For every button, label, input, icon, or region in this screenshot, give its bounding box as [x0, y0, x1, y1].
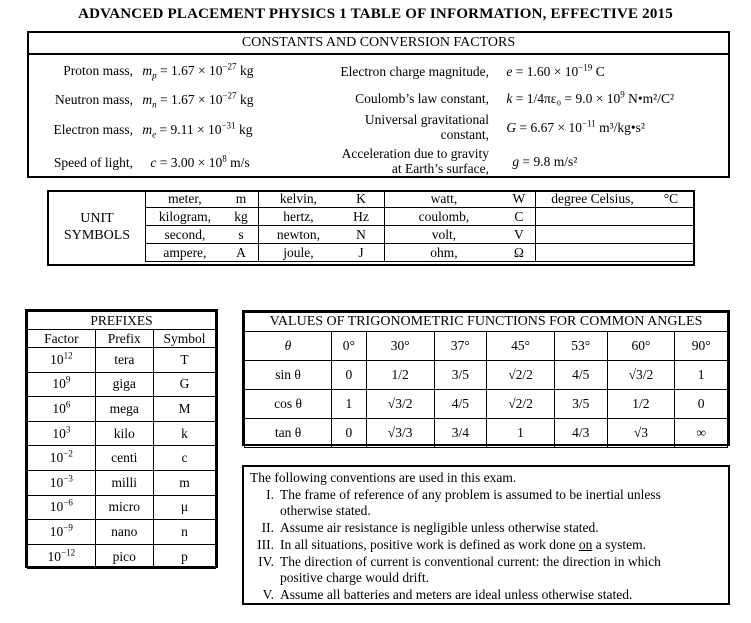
trig-value: √2/2 — [487, 361, 555, 390]
trig-value: √3/2 — [607, 361, 675, 390]
trig-value: 1/2 — [607, 390, 675, 419]
trig-angle: 30° — [366, 332, 434, 361]
convention-item: IV. The direction of current is conventional current: the direction in which — [258, 554, 661, 569]
convention-item-cont: otherwise stated. — [280, 503, 371, 518]
prefix-symbol: n — [153, 520, 215, 545]
unit-symbol — [649, 208, 693, 226]
unit-name: second, — [146, 226, 224, 244]
unit-name: ampere, — [146, 244, 224, 262]
unit-name: volt, — [385, 226, 503, 244]
prefix-row — [28, 495, 216, 520]
prefix-symbol: G — [153, 372, 215, 397]
unit-symbol: Ω — [503, 244, 536, 262]
trig-row — [245, 361, 728, 390]
prefix-factor: $10^{-2}$ — [28, 446, 96, 471]
prefix-factor: $10^9$ — [28, 372, 96, 397]
prefix-symbol: M — [153, 397, 215, 422]
prefix-factor: $10^{-12}$ — [28, 544, 96, 569]
trig-function: sin θ — [245, 361, 332, 390]
prefix-name: kilo — [95, 421, 153, 446]
prefix-symbol: p — [153, 544, 215, 569]
unit-symbol: W — [503, 190, 536, 208]
constant-electron-charge: Electron charge magnitude, $e = 1.60 \times 10^{-19}$ C — [340, 62, 605, 79]
constant-proton-mass: Proton mass, $m_p = 1.67 \times 10^{-27}$ kg — [63, 61, 254, 81]
constant-gravity-acceleration: Acceleration due to gravity at Earth’s surface, g = 9.8 m/s² — [341, 146, 578, 176]
prefix-symbol: c — [153, 446, 215, 471]
unit-symbols-label: UNIT SYMBOLS — [63, 211, 131, 243]
convention-item: V. Assume all batteries and meters are ideal unless otherwise stated. — [262, 587, 633, 602]
prefix-name: micro — [95, 495, 153, 520]
unit-name: kelvin, — [259, 190, 338, 208]
trig-function: tan θ — [245, 419, 332, 448]
trig-value: 3/5 — [554, 390, 607, 419]
prefix-name: milli — [95, 470, 153, 495]
prefix-factor: $10^3$ — [28, 421, 96, 446]
prefixes-table — [27, 311, 216, 569]
prefix-name: centi — [95, 446, 153, 471]
trig-angle-row — [245, 332, 728, 361]
unit-name: kilogram, — [146, 208, 224, 226]
trig-angle: 60° — [607, 332, 675, 361]
unit-symbol — [649, 226, 693, 244]
convention-item: II. Assume air resistance is negligible unless otherwise stated. — [261, 520, 599, 535]
unit-symbol: K — [338, 190, 385, 208]
prefix-name: giga — [95, 372, 153, 397]
constants-header: CONSTANTS AND CONVERSION FACTORS — [29, 33, 728, 55]
trig-value: √3 — [607, 419, 675, 448]
trig-angle: 0° — [332, 332, 367, 361]
trig-value: 3/4 — [434, 419, 487, 448]
page-title: ADVANCED PLACEMENT PHYSICS 1 TABLE OF INFORMATION, EFFECTIVE 2015 — [78, 6, 673, 22]
unit-name: degree Celsius, — [536, 190, 649, 208]
unit-symbol: V — [503, 226, 536, 244]
prefix-row — [28, 372, 216, 397]
trig-value: √3/3 — [366, 419, 434, 448]
prefix-row — [28, 544, 216, 569]
constant-neutron-mass: Neutron mass, $m_n = 1.67 \times 10^{-27}$ kg — [55, 90, 254, 110]
unit-symbol: Hz — [338, 208, 385, 226]
trig-box — [242, 310, 730, 446]
unit-row — [146, 190, 694, 208]
trig-value: 4/3 — [554, 419, 607, 448]
prefix-factor: $10^{12}$ — [28, 348, 96, 373]
prefix-row — [28, 421, 216, 446]
trig-value: 3/5 — [434, 361, 487, 390]
trig-angle: 45° — [487, 332, 555, 361]
unit-name: hertz, — [259, 208, 338, 226]
unit-symbol: J — [338, 244, 385, 262]
trig-row — [245, 390, 728, 419]
unit-row — [146, 208, 694, 226]
trig-value: 0 — [332, 361, 367, 390]
constant-speed-of-light: Speed of light, $c = 3.00 \times 10^8$ m/s — [53, 153, 250, 170]
trig-value: √2/2 — [487, 390, 555, 419]
prefix-symbol: T — [153, 348, 215, 373]
trig-value: 0 — [332, 419, 367, 448]
constants-box — [27, 31, 730, 178]
prefixes-header: PREFIXES — [28, 312, 216, 330]
unit-row — [146, 244, 694, 262]
trig-angle: 90° — [675, 332, 728, 361]
conventions-box — [242, 465, 730, 605]
trig-value: 0 — [675, 390, 728, 419]
prefix-name: mega — [95, 397, 153, 422]
unit-symbol: °C — [649, 190, 693, 208]
trig-angle: 53° — [554, 332, 607, 361]
prefix-factor: $10^6$ — [28, 397, 96, 422]
unit-name: coulomb, — [385, 208, 503, 226]
unit-symbol: s — [224, 226, 259, 244]
prefix-symbol: μ — [153, 495, 215, 520]
prefixes-col-prefix: Prefix — [95, 330, 153, 348]
unit-symbol — [649, 244, 693, 262]
unit-name: meter, — [146, 190, 224, 208]
trig-row — [245, 419, 728, 448]
prefixes-col-symbol: Symbol — [153, 330, 215, 348]
prefix-row — [28, 446, 216, 471]
trig-value: 4/5 — [554, 361, 607, 390]
trig-value: ∞ — [675, 419, 728, 448]
trig-value: √3/2 — [366, 390, 434, 419]
unit-name: joule, — [259, 244, 338, 262]
prefix-factor: $10^{-3}$ — [28, 470, 96, 495]
unit-symbol: A — [224, 244, 259, 262]
unit-name: ohm, — [385, 244, 503, 262]
constant-gravitational: Universal gravitational constant, $G = 6.67 \times 10^{-11}$ m³/kg•s² — [364, 112, 645, 142]
prefix-symbol: k — [153, 421, 215, 446]
unit-name: newton, — [259, 226, 338, 244]
unit-symbol: N — [338, 226, 385, 244]
unit-name: watt, — [385, 190, 503, 208]
trig-table — [244, 312, 728, 448]
trig-theta-label: θ — [245, 332, 332, 361]
prefix-name: nano — [95, 520, 153, 545]
trig-function: cos θ — [245, 390, 332, 419]
prefix-symbol: m — [153, 470, 215, 495]
trig-value: 4/5 — [434, 390, 487, 419]
trig-value: 1/2 — [366, 361, 434, 390]
unit-symbol: kg — [224, 208, 259, 226]
prefixes-box — [25, 309, 218, 568]
prefix-row — [28, 520, 216, 545]
convention-item-cont: positive charge would drift. — [280, 570, 429, 585]
prefix-name: pico — [95, 544, 153, 569]
unit-row — [146, 226, 694, 244]
prefix-factor: $10^{-9}$ — [28, 520, 96, 545]
unit-name — [536, 208, 649, 226]
constant-electron-mass: Electron mass, $m_e = 9.11 \times 10^{-31}$ kg — [53, 120, 253, 140]
unit-symbol: C — [503, 208, 536, 226]
trig-value: 1 — [487, 419, 555, 448]
unit-symbols-box — [47, 190, 695, 266]
trig-angle: 37° — [434, 332, 487, 361]
unit-symbols-table — [145, 190, 693, 262]
convention-item: III. In all situations, positive work is defined as work done on a system. — [257, 537, 646, 552]
prefixes-col-factor: Factor — [28, 330, 96, 348]
trig-value: 1 — [332, 390, 367, 419]
prefix-row — [28, 348, 216, 373]
prefix-name: tera — [95, 348, 153, 373]
unit-symbol: m — [224, 190, 259, 208]
prefix-row — [28, 470, 216, 495]
unit-name — [536, 244, 649, 262]
trig-value: 1 — [675, 361, 728, 390]
prefix-row — [28, 397, 216, 422]
trig-header: VALUES OF TRIGONOMETRIC FUNCTIONS FOR COMMON ANGLES — [245, 313, 728, 332]
convention-item: I. The frame of reference of any problem is assumed to be inertial unless — [266, 487, 661, 502]
unit-name — [536, 226, 649, 244]
prefix-factor: $10^{-6}$ — [28, 495, 96, 520]
conventions-intro: The following conventions are used in this exam. — [250, 470, 517, 485]
constant-coulomb: Coulomb’s law constant, $k = 1/4\pi\varepsilon_0 = 9.0 \times 10^9$ N•m²/C² — [355, 89, 674, 106]
